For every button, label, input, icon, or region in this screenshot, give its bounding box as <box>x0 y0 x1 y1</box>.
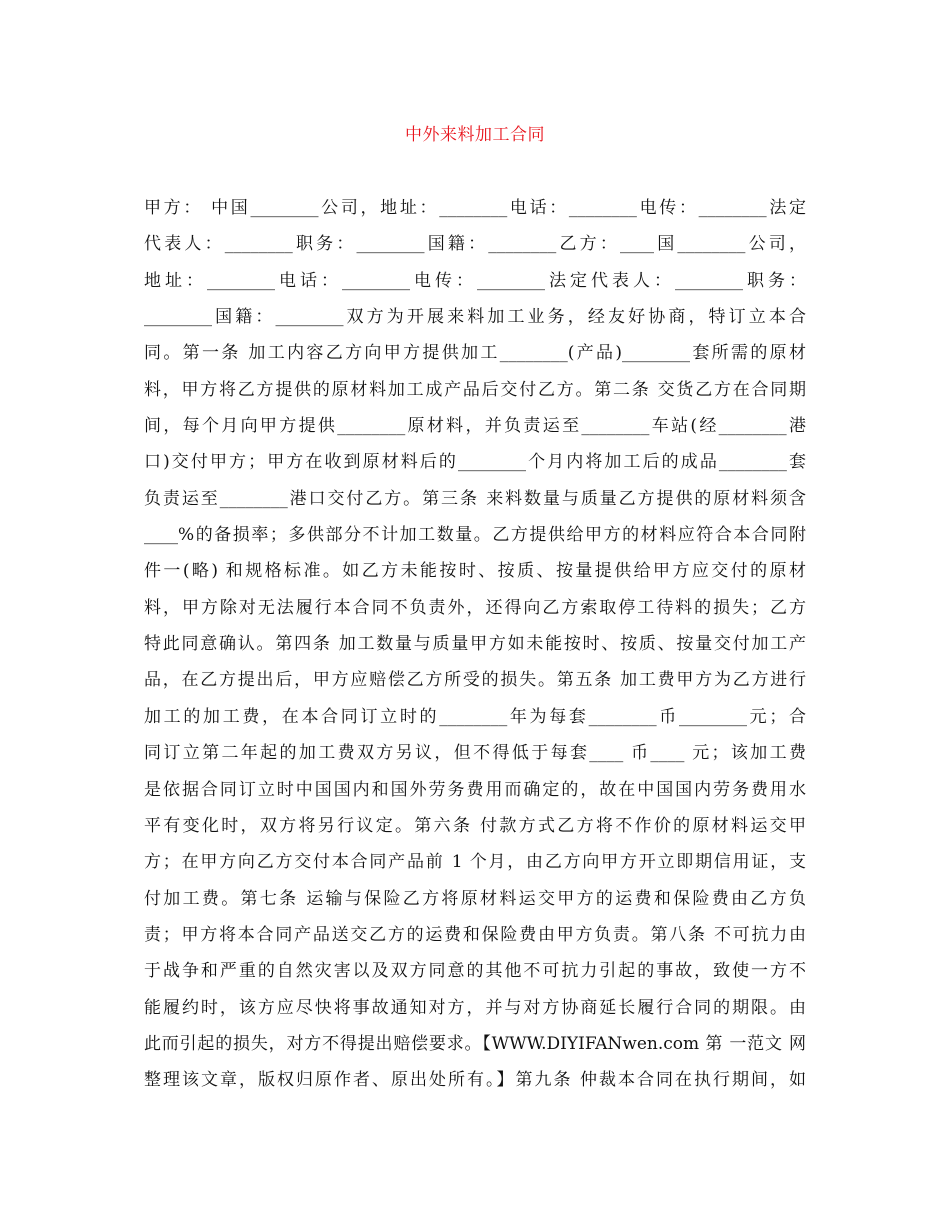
text-line: 负责运至________港口交付乙方。第三条 来料数量与质量乙方提供的原材料须含 <box>144 488 806 509</box>
text-line: 付加工费。第七条 运输与保险乙方将原材料运交甲方的运费和保险费由乙方负 <box>144 888 806 909</box>
text-line: 责；甲方将本合同产品送交乙方的运费和保险费由甲方负责。第八条 不可抗力由 <box>144 924 806 945</box>
text-line: 代表人：________职务：________国籍：________乙方：____国________公司， <box>144 234 806 255</box>
text-line: 料，甲方将乙方提供的原材料加工成产品后交付乙方。第二条 交货乙方在合同期 <box>144 379 806 400</box>
text-line: 地址：________电话：________电传：________法定代表人：________职务： <box>144 270 806 291</box>
text-line: ________国籍：________双方为开展来料加工业务，经友好协商，特订立本合 <box>144 307 806 328</box>
text-line: 整理该文章，版权归原作者、原出处所有。】第九条 仲裁本合同在执行期间，如 <box>144 1070 806 1091</box>
contract-body <box>144 193 806 1102</box>
text-line: 此而引起的损失，对方不得提出赔偿要求。【WWW.DIYIFANwen.com 第 一范文 网 <box>144 1033 806 1054</box>
text-line: 是依据合同订立时中国国内和国外劳务费用而确定的，故在中国国内劳务费用水 <box>144 779 806 800</box>
text-line: 甲方： 中国________公司，地址：________电话：________电传：________法定 <box>144 198 806 218</box>
text-line: 料，甲方除对无法履行本合同不负责外，还得向乙方索取停工待料的损失；乙方 <box>144 597 806 618</box>
text-line: 平有变化时，双方将另行议定。第六条 付款方式乙方将不作价的原材料运交甲 <box>144 815 806 836</box>
text-line: 同。第一条 加工内容乙方向甲方提供加工________(产品)________套所需的原材 <box>144 343 806 364</box>
text-line: 同订立第二年起的加工费双方另议，但不得低于每套____ 币____ 元；该加工费 <box>144 743 806 764</box>
text-line: 口)交付甲方；甲方在收到原材料后的________个月内将加工后的成品________套 <box>144 452 806 473</box>
document-title: 中外来料加工合同 <box>405 125 545 145</box>
text-line: 于战争和严重的自然灾害以及双方同意的其他不可抗力引起的事故，致使一方不 <box>144 961 806 982</box>
text-line: 能履约时，该方应尽快将事故通知对方，并与对方协商延长履行合同的期限。由 <box>144 997 806 1018</box>
text-line: ____%的备损率；多供部分不计加工数量。乙方提供给甲方的材料应符合本合同附 <box>144 525 806 546</box>
text-line: 特此同意确认。第四条 加工数量与质量甲方如未能按时、按质、按量交付加工产 <box>144 634 806 655</box>
text-line: 方；在甲方向乙方交付本合同产品前 1 个月，由乙方向甲方开立即期信用证，支 <box>144 852 806 873</box>
text-line: 间，每个月向甲方提供________原材料，并负责运至________车站(经________港 <box>144 416 806 437</box>
text-line: 件一(略) 和规格标准。如乙方未能按时、按质、按量提供给甲方应交付的原材 <box>144 561 806 582</box>
text-line: 品，在乙方提出后，甲方应赔偿乙方所受的损失。第五条 加工费甲方为乙方进行 <box>144 670 806 691</box>
text-line: 加工的加工费，在本合同订立时的________年为每套________币________元；合 <box>144 706 806 727</box>
